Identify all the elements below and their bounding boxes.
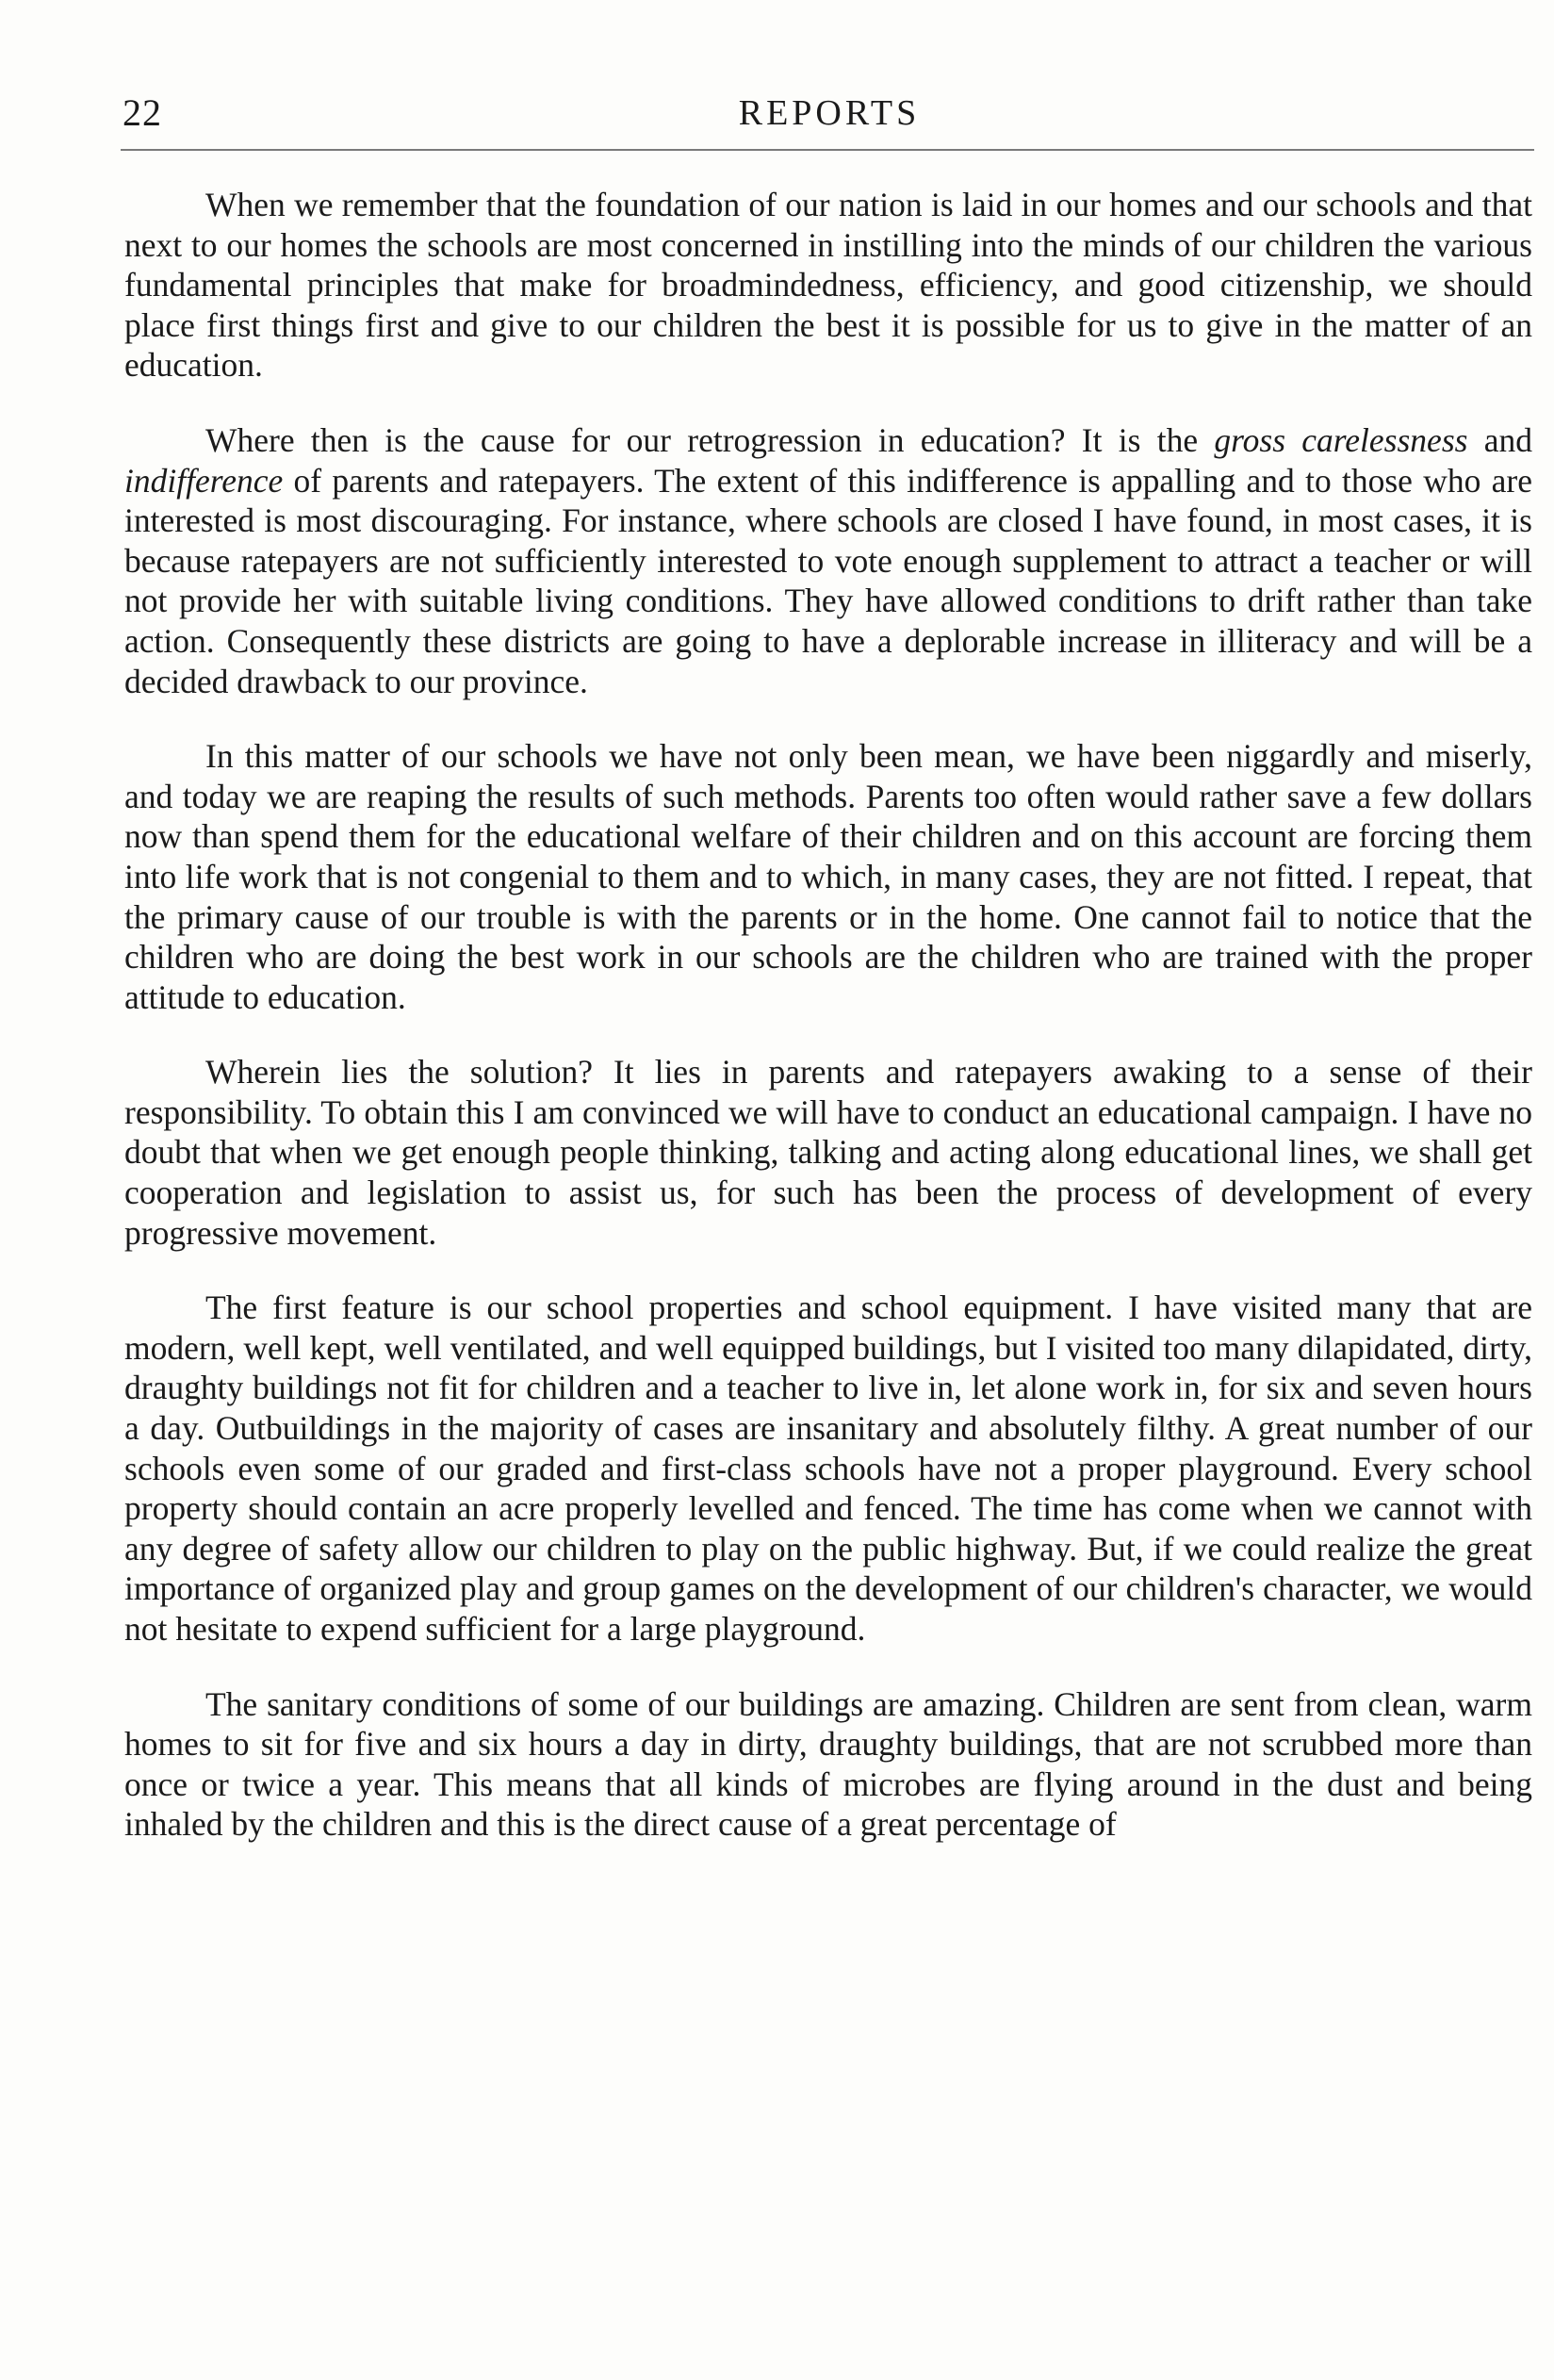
paragraph-6: The sanitary conditions of some of our buildings are amazing. Children are sent from clean, warm homes to sit for five and six hours a day in dirty, draughty buildings, that are not scrubbed more than once or twice a year. This means that all kinds of microbes are flying around in the dust and being inhaled by the children and this is the direct cause of a great percentage of: [124, 1684, 1532, 1844]
page-header: [123, 90, 1536, 147]
header-rule: [121, 149, 1534, 151]
paragraph-1: When we remember that the foundation of our nation is laid in our homes and our schools and that next to our homes the schools are most concerned in instilling into the minds of our children the various fundamental principles that make for broadmindedness, efficiency, and good citizenship, we should place first things first and give to our children the best it is possible for us to give in the matter of an education.: [124, 186, 1532, 385]
paragraph-2-emphasis-indifference: indifference: [124, 461, 284, 500]
body-text: [124, 185, 1532, 1845]
page-number: 22: [123, 91, 162, 134]
running-head: REPORTS: [738, 93, 921, 133]
paragraph-4: Wherein lies the solution? It lies in parents and ratepayers awaking to a sense of their responsibility. To obtain this I am convinced we will have to conduct an educational campaign. I have no doubt that when we get enough people thinking, talking and acting along educational lines, we shall get cooperation and legislation to assist us, for such has been the process of development of every progressive movement.: [124, 1053, 1532, 1252]
paragraph-2-after: of parents and ratepayers. The extent of this indifference is appalling and to those who are interested is most discouraging. For instance, where schools are closed I have found, in most cases, it is because ratepayers are not sufficiently interested to vote enough supplement to attract a teacher or will not provide her with suitable living conditions. They have allowed conditions to drift rather than take action. Consequently these districts are going to have a deplorable increase in illiteracy and will be a decided drawback to our province.: [124, 461, 1532, 700]
paragraph-5: The first feature is our school properties and school equipment. I have visited many that are modern, well kept, well ventilated, and well equipped buildings, but I visited too many dilapidated, dirty, draughty buildings not fit for children and a teacher to live in, let alone work in, for six and seven hours a day. Outbuildings in the majority of cases are insanitary and absolutely filthy. A great number of our schools even some of our graded and first-class schools have not a proper playground. Every school property should contain an acre properly levelled and fenced. The time has come when we cannot with any degree of safety allow our children to play on the public highway. But, if we could realize the great importance of organized play and group games on the development of our children's character, we would not hesitate to expend sufficient for a large playground.: [124, 1288, 1532, 1648]
paragraph-2-emphasis-carelessness: gross carelessness: [1214, 420, 1468, 459]
paragraph-2-middle: and: [1467, 420, 1532, 459]
paragraph-2-before: Where then is the cause for our retrogression in education? It is the: [205, 420, 1215, 459]
paragraph-3: In this matter of our schools we have not only been mean, we have been niggardly and miserly, and today we are reaping the results of such methods. Parents too often would rather save a few dollars now than spend them for the educational welfare of their children and on this account are forcing them into life work that is not congenial to them and to which, in many cases, they are not fitted. I repeat, that the primary cause of our trouble is with the parents or in the home. One cannot fail to notice that the children who are doing the best work in our schools are the children who are trained with the proper attitude to education.: [124, 737, 1532, 1016]
paragraph-2: [124, 420, 1532, 701]
